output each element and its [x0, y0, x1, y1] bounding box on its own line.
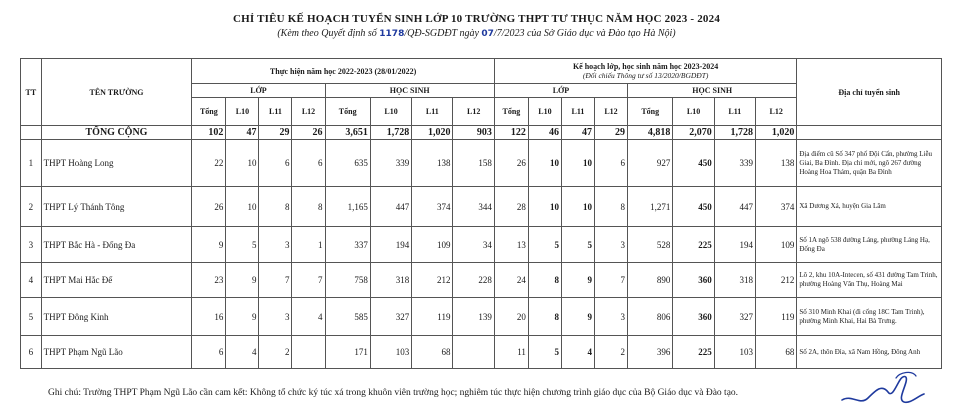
cell-value: 6	[594, 140, 627, 187]
school-name: THPT Mai Hắc Đế	[41, 263, 192, 298]
total-value: 47	[226, 126, 259, 140]
cell-value: 225	[673, 227, 714, 263]
cell-value: 318	[714, 263, 755, 298]
row-index: 6	[21, 336, 42, 369]
sub-header: L11	[561, 98, 594, 126]
cell-value: 3	[594, 227, 627, 263]
cell-value: 396	[628, 336, 673, 369]
school-name: THPT Lý Thánh Tông	[41, 187, 192, 227]
row-index: 3	[21, 227, 42, 263]
footnote: Ghi chú: Trường THPT Phạm Ngũ Lão cần cam kết: Không tổ chức ký túc xá trong khuôn viên trường học; nghiêm túc thực hiện chương trình giáo dục của Bộ Giáo dục và Đào tạo.	[48, 388, 739, 398]
cell-value: 212	[755, 263, 796, 298]
total-row	[21, 126, 942, 140]
cell-value: 447	[370, 187, 411, 227]
cell-value: 171	[325, 336, 370, 369]
header-school: TÊN TRƯỜNG	[41, 59, 192, 126]
total-value: 1,728	[370, 126, 411, 140]
header-period2-line1: Kế hoạch lớp, học sinh năm học 2023-2024	[572, 62, 719, 71]
cell-value	[453, 336, 494, 369]
cell-value: 23	[192, 263, 226, 298]
cell-value: 344	[453, 187, 494, 227]
cell-value: 327	[370, 298, 411, 336]
cell-value: 927	[628, 140, 673, 187]
cell-value: 3	[259, 227, 292, 263]
cell-value: 9	[561, 298, 594, 336]
row-index: 4	[21, 263, 42, 298]
cell-value: 16	[192, 298, 226, 336]
table-row	[21, 140, 942, 187]
decision-number: 1178	[379, 29, 405, 39]
total-value: 3,651	[325, 126, 370, 140]
cell-value: 10	[561, 187, 594, 227]
cell-value: 138	[412, 140, 453, 187]
header-students-1: HỌC SINH	[325, 84, 494, 98]
sub-header: L10	[673, 98, 714, 126]
table-row	[21, 263, 942, 298]
cell-value: 10	[561, 140, 594, 187]
address: Địa điểm cũ Số 347 phố Đội Cấn, phường Liễu Giai, Ba Đình. Địa chỉ mới, ngõ 267 đường Hoàng Hoa Thám, quận Ba Đình	[797, 140, 942, 187]
cell-value: 337	[325, 227, 370, 263]
header-period1: Thực hiện năm học 2022-2023 (28/01/2022)	[192, 59, 495, 84]
school-name: THPT Phạm Ngũ Lão	[41, 336, 192, 369]
header-period2	[494, 59, 797, 84]
header-period2-line2: (Đối chiếu Thông tư số 13/2020/BGDĐT)	[582, 71, 709, 80]
cell-value: 9	[226, 298, 259, 336]
header-classes-1: LỚP	[192, 84, 325, 98]
sub-header: Tổng	[628, 98, 673, 126]
cell-value: 24	[494, 263, 528, 298]
total-value: 4,818	[628, 126, 673, 140]
table-row	[21, 298, 942, 336]
cell-value: 138	[755, 140, 796, 187]
total-value: 46	[528, 126, 561, 140]
cell-value: 4	[226, 336, 259, 369]
cell-value: 7	[594, 263, 627, 298]
cell-value: 339	[714, 140, 755, 187]
sub-header: Tổng	[192, 98, 226, 126]
cell-value: 6	[259, 140, 292, 187]
total-value: 29	[594, 126, 627, 140]
cell-value: 10	[528, 140, 561, 187]
cell-value: 194	[714, 227, 755, 263]
total-label: TỔNG CỘNG	[41, 126, 192, 140]
sub-header: L10	[370, 98, 411, 126]
cell-value: 318	[370, 263, 411, 298]
row-index: 2	[21, 187, 42, 227]
cell-value: 13	[494, 227, 528, 263]
sub-header: L12	[292, 98, 325, 126]
row-index: 1	[21, 140, 42, 187]
total-value: 29	[259, 126, 292, 140]
header-address: Địa chỉ tuyển sinh	[797, 59, 942, 126]
cell-value: 26	[494, 140, 528, 187]
total-value: 903	[453, 126, 494, 140]
cell-value: 68	[412, 336, 453, 369]
total-value: 122	[494, 126, 528, 140]
total-value: 1,728	[714, 126, 755, 140]
cell-value: 8	[594, 187, 627, 227]
cell-value: 26	[192, 187, 226, 227]
sub-header: L11	[259, 98, 292, 126]
cell-value: 806	[628, 298, 673, 336]
table-row	[21, 336, 942, 369]
cell-value: 327	[714, 298, 755, 336]
address: Xã Dương Xá, huyện Gia Lâm	[797, 187, 942, 227]
cell-value: 5	[528, 227, 561, 263]
cell-value: 635	[325, 140, 370, 187]
cell-value: 225	[673, 336, 714, 369]
cell-value: 528	[628, 227, 673, 263]
sub-header: L10	[528, 98, 561, 126]
cell-value: 10	[226, 187, 259, 227]
row-index: 5	[21, 298, 42, 336]
cell-value: 447	[714, 187, 755, 227]
decision-day: 07	[481, 29, 494, 39]
signature-icon	[838, 370, 928, 408]
cell-value: 1	[292, 227, 325, 263]
total-value: 2,070	[673, 126, 714, 140]
total-value: 1,020	[412, 126, 453, 140]
cell-value: 109	[755, 227, 796, 263]
cell-value: 34	[453, 227, 494, 263]
cell-value: 6	[292, 140, 325, 187]
total-value: 1,020	[755, 126, 796, 140]
document-subtitle	[0, 28, 953, 39]
address: Lô 2, khu 10A-Intecen, số 431 đường Tam Trinh, phường Hoàng Văn Thụ, Hoàng Mai	[797, 263, 942, 298]
cell-value: 103	[370, 336, 411, 369]
table-row	[21, 187, 942, 227]
cell-value: 20	[494, 298, 528, 336]
subtitle-part3: /7/2023 của Sở Giáo dục và Đào tạo Hà Nội)	[493, 28, 676, 39]
cell-value: 4	[561, 336, 594, 369]
cell-value: 890	[628, 263, 673, 298]
school-name: THPT Bắc Hà - Đống Đa	[41, 227, 192, 263]
sub-header: L12	[453, 98, 494, 126]
cell-value: 8	[292, 187, 325, 227]
cell-value: 109	[412, 227, 453, 263]
header-tt: TT	[21, 59, 42, 126]
cell-value: 374	[412, 187, 453, 227]
cell-value: 450	[673, 187, 714, 227]
cell-value: 360	[673, 298, 714, 336]
cell-value: 6	[192, 336, 226, 369]
cell-value: 139	[453, 298, 494, 336]
total-value: 47	[561, 126, 594, 140]
address: Số 2A, thôn Đìa, xã Nam Hồng, Đông Anh	[797, 336, 942, 369]
cell-value: 2	[259, 336, 292, 369]
header-classes-2: LỚP	[494, 84, 627, 98]
cell-value: 8	[528, 263, 561, 298]
cell-value: 194	[370, 227, 411, 263]
address: Số 1A ngõ 538 đường Láng, phường Láng Hạ, Đống Đa	[797, 227, 942, 263]
cell-value: 228	[453, 263, 494, 298]
cell-value: 119	[412, 298, 453, 336]
table-row	[21, 227, 942, 263]
cell-value: 339	[370, 140, 411, 187]
enrollment-table	[20, 58, 942, 369]
cell-value: 360	[673, 263, 714, 298]
cell-value: 1,271	[628, 187, 673, 227]
cell-value: 5	[226, 227, 259, 263]
cell-value: 103	[714, 336, 755, 369]
cell-value: 3	[594, 298, 627, 336]
sub-header: Tổng	[494, 98, 528, 126]
cell-value: 585	[325, 298, 370, 336]
cell-value: 22	[192, 140, 226, 187]
cell-value: 450	[673, 140, 714, 187]
school-name: THPT Hoàng Long	[41, 140, 192, 187]
subtitle-part1: (Kèm theo Quyết định số	[277, 28, 380, 39]
cell-value: 1,165	[325, 187, 370, 227]
cell-value: 3	[259, 298, 292, 336]
cell-value: 119	[755, 298, 796, 336]
sub-header: L12	[755, 98, 796, 126]
cell-value: 758	[325, 263, 370, 298]
cell-value: 8	[259, 187, 292, 227]
cell-value: 5	[561, 227, 594, 263]
cell-value: 10	[528, 187, 561, 227]
cell-value: 7	[259, 263, 292, 298]
cell-value: 374	[755, 187, 796, 227]
document-title: CHỈ TIÊU KẾ HOẠCH TUYỂN SINH LỚP 10 TRƯỜNG THPT TƯ THỤC NĂM HỌC 2023 - 2024	[232, 13, 721, 25]
cell-value: 212	[412, 263, 453, 298]
sub-header: L10	[226, 98, 259, 126]
cell-value: 158	[453, 140, 494, 187]
cell-value: 9	[561, 263, 594, 298]
cell-value	[292, 336, 325, 369]
sub-header: Tổng	[325, 98, 370, 126]
sub-header: L12	[594, 98, 627, 126]
address: Số 310 Minh Khai (đi cổng 18C Tam Trinh), phường Minh Khai, Hai Bà Trưng.	[797, 298, 942, 336]
school-name: THPT Đông Kinh	[41, 298, 192, 336]
cell-value: 10	[226, 140, 259, 187]
cell-value: 9	[226, 263, 259, 298]
total-value: 26	[292, 126, 325, 140]
cell-value: 2	[594, 336, 627, 369]
header-students-2: HỌC SINH	[628, 84, 797, 98]
cell-value: 5	[528, 336, 561, 369]
cell-value: 4	[292, 298, 325, 336]
cell-value: 9	[192, 227, 226, 263]
cell-value: 68	[755, 336, 796, 369]
cell-value: 8	[528, 298, 561, 336]
cell-value: 28	[494, 187, 528, 227]
sub-header: L11	[412, 98, 453, 126]
cell-value: 11	[494, 336, 528, 369]
cell-value: 7	[292, 263, 325, 298]
total-value: 102	[192, 126, 226, 140]
sub-header: L11	[714, 98, 755, 126]
subtitle-part2: /QĐ-SGDĐT ngày	[404, 28, 482, 39]
